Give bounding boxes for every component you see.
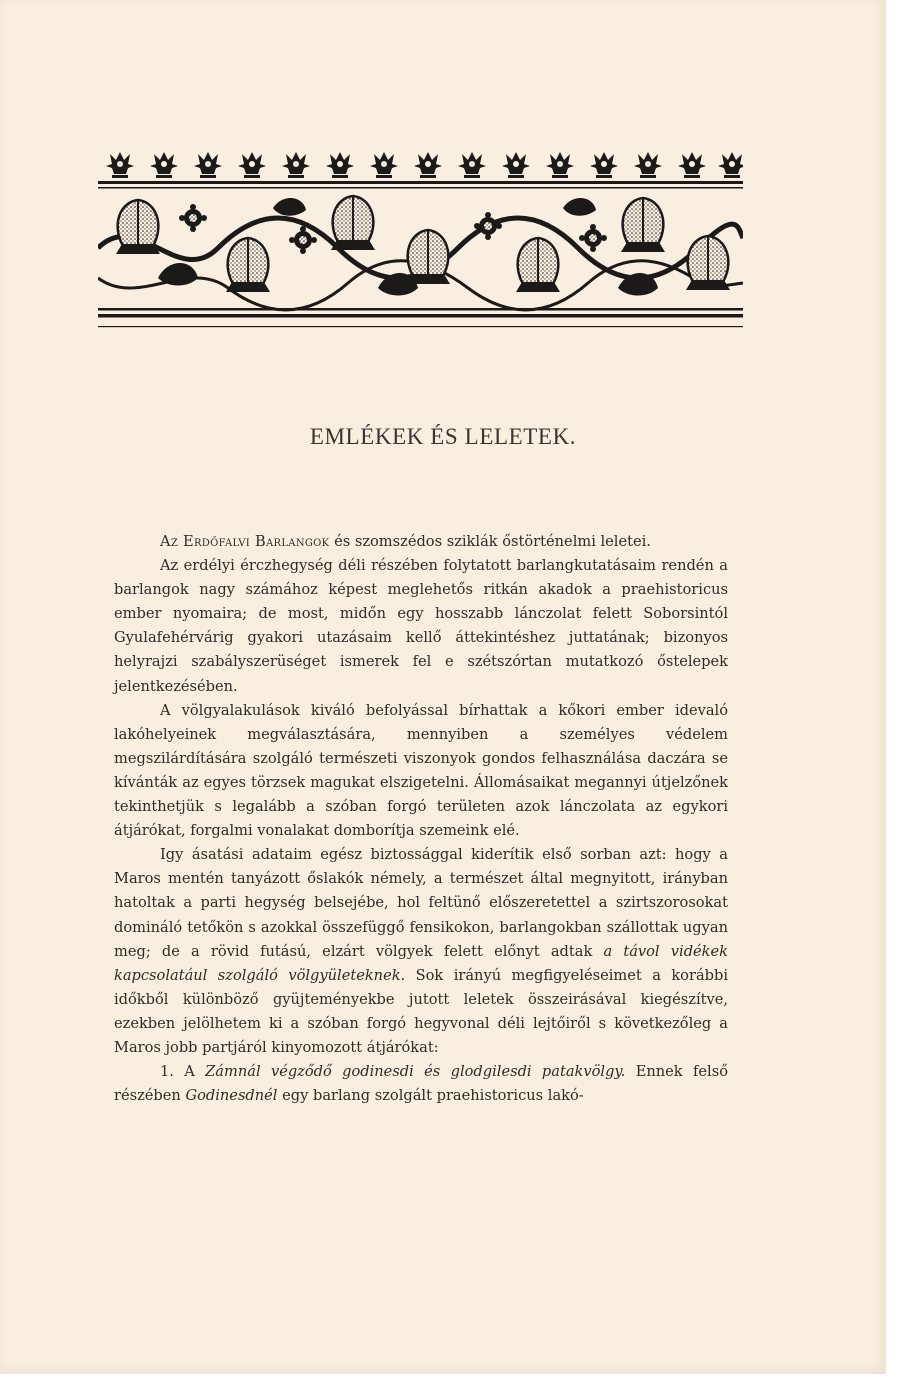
paragraph-text: Igy ásatási adataim egész biztossággal kiderítik első sorban azt: hogy a Maros mentén tanyázott őslakók némely, a természet által megnyitott, irányban hatoltak a parti hegység belsejébe, hol feltünő előszeretettel a szirtszorosokat domináló tetőkön s azokkal összefüggő fensikokon, barlangokban szállottak ugyan meg; de a rövid futású, elzárt völgyek felett előnyt adtak [114, 846, 728, 960]
chapter-title: EMLÉKEK ÉS LELETEK. [309, 424, 577, 449]
paragraph-heading [114, 530, 728, 554]
article-heading: Az Erdőfalvi Barlangok [160, 533, 330, 550]
paragraph-text: Ennek felső részében [114, 1063, 728, 1105]
paragraph-text: egy barlang szolgált praehistoricus lakó- [277, 1087, 584, 1105]
paragraph: A völgyalakulások kiváló befolyással bírhattak a kőkori ember idevaló lakóhelyeinek megválasztására, mennyiben a személyes védelem megszilárdítására szolgáló természeti viszonyok gondos felhasználása daczára se kívánták az egyes törzsek magukat elszigetelni. Állomásaikat megannyi útjelzőnek tekinthetjük s legalább a szóban forgó területen azok lánczolata az egykori átjárókat, forgalmi vonalakat domborítja szemeink elé. [114, 701, 728, 840]
paragraph: Az erdélyi érczhegység déli részében folytatott barlangkutatásaim rendén a barlangok nagy számához képest meglehetős ritkán akadok a praehistoricus ember nyomaira; de most, midőn egy hosszabb lánczolat felett Soborsintól Gyulafehérvárig gyakori utazásaim kellő áttekintéshez juttatának; bizonyos helyrajzi szabályszerüséget ismerek fel e szétszórtan mutatkozó őstelepek jelentkezésében. [114, 557, 728, 695]
decorative-floral-border [98, 148, 743, 330]
paragraph [114, 843, 728, 1060]
article-heading-rest: és szomszédos sziklák őstörténelmi leletei. [329, 533, 651, 550]
article-body [114, 530, 728, 1108]
emphasized-text: Godinesdnél [185, 1087, 278, 1105]
emphasized-text: Zámnál végződő godinesdi és glodgilesdi patakvölgy. [205, 1063, 626, 1081]
emphasized-text: a távol vidékek kapcsolatául szolgáló völgyületeknek. [114, 942, 728, 984]
list-number: 1. A [160, 1063, 206, 1081]
paragraph-text: Sok irányú megfigyeléseimet a korábbi időkből különböző gyüjteményekbe jutott leletek összeirásával kiegészítve, ezekben jelölhetem ki a szóban forgó hegyvonal déli lejtőiről s következőleg a Maros jobb partjáról kinyomozott átjárókat: [114, 966, 728, 1056]
numbered-paragraph [114, 1060, 728, 1108]
